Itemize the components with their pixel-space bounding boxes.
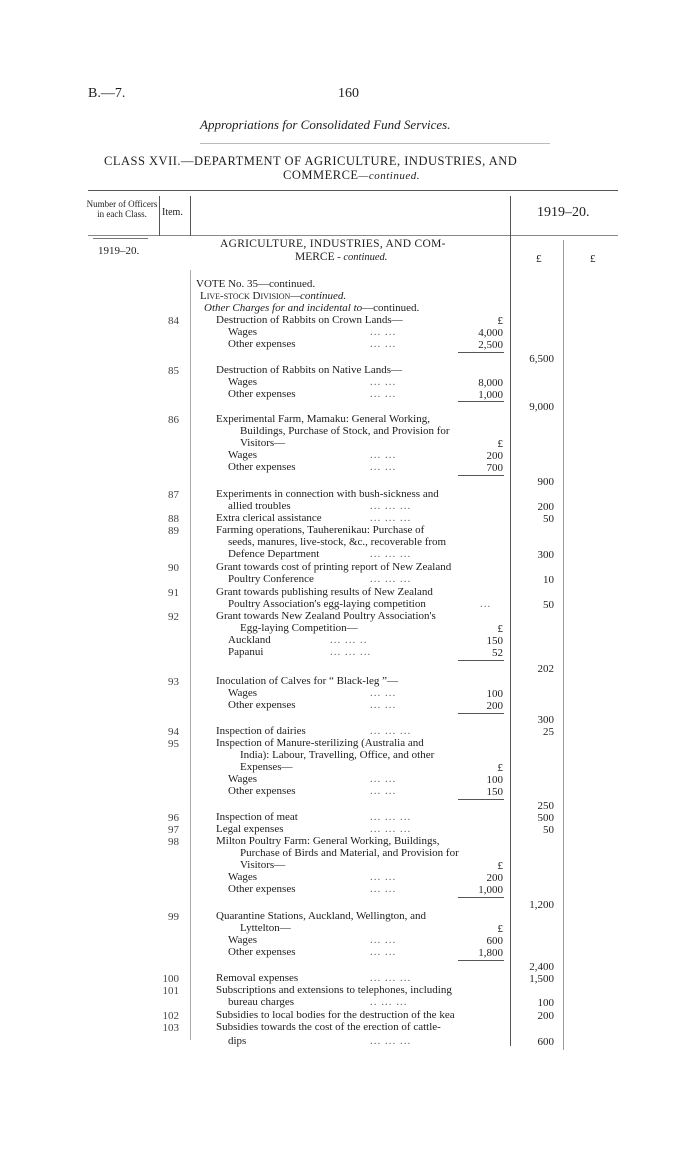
leader-dots: ... ... .. <box>330 634 368 646</box>
item-number: 101 <box>162 985 179 997</box>
item-title: Subsidies towards the cost of the erection of cattle- <box>216 1021 441 1033</box>
leader-dots: .. ... ... <box>370 996 408 1008</box>
item-title: Legal expenses <box>216 823 284 835</box>
leader-dots: ... ... ... <box>370 573 412 585</box>
item-title: Milton Poultry Farm: General Working, Buildings, <box>216 835 440 847</box>
item-title: Grant towards cost of printing report of New Zealand <box>216 561 452 573</box>
subtotal-rule <box>458 799 504 800</box>
vote-line: VOTE No. 35—continued. <box>196 278 316 290</box>
header-rule <box>200 143 550 144</box>
table-top-rule <box>88 190 618 191</box>
other-expenses-label: Other expenses <box>228 388 296 400</box>
leader-dots: ... ... ... <box>370 811 412 823</box>
item-number: 87 <box>168 489 179 501</box>
document-reference: B.—7. <box>88 86 126 101</box>
item-title: Inspection of Manure-sterilizing (Australia and <box>216 737 424 749</box>
item-title-cont: bureau charges <box>228 996 295 1008</box>
item-title: Inspection of dairies <box>216 725 306 737</box>
papanui-label: Papanui <box>228 646 264 658</box>
other-expenses-amount: 700 <box>486 462 503 474</box>
item-total: 1,200 <box>529 899 554 911</box>
pound-sign: £ <box>497 623 503 635</box>
item-number: 90 <box>168 562 179 574</box>
item-title-cont: Visitors— <box>240 437 286 449</box>
leader-dots: ... ... <box>370 785 397 797</box>
item-title-cont: India): Labour, Travelling, Office, and other <box>240 749 435 761</box>
class-title-line1: CLASS XVII.—DEPARTMENT OF AGRICULTURE, INDUSTRIES, AND <box>104 154 518 168</box>
item-number: 97 <box>168 824 179 836</box>
wages-label: Wages <box>228 326 258 338</box>
wages-amount: 4,000 <box>478 327 503 339</box>
subtotal-rule <box>458 897 504 898</box>
leader-dots: ... ... ... <box>370 548 412 560</box>
item-total: 2,400 <box>529 961 554 973</box>
item-number: 84 <box>168 315 179 327</box>
pound-sign: £ <box>497 438 503 450</box>
leader-dots: ... ... ... <box>370 725 412 737</box>
item-amount: 200 <box>537 501 554 513</box>
item-title: Destruction of Rabbits on Native Lands— <box>216 364 403 376</box>
wages-label: Wages <box>228 449 258 461</box>
item-amount: 50 <box>543 513 554 525</box>
leader-dots: ... ... <box>370 946 397 958</box>
item-col-rule <box>190 270 191 1040</box>
item-title: Destruction of Rabbits on Crown Lands— <box>216 314 403 326</box>
leader-dots: ... ... <box>370 871 397 883</box>
item-total: 9,000 <box>529 401 554 413</box>
leader-dots: ... ... <box>370 883 397 895</box>
wages-label: Wages <box>228 773 258 785</box>
item-col-divider <box>190 196 191 236</box>
item-number: 92 <box>168 611 179 623</box>
wages-amount: 200 <box>486 872 503 884</box>
item-amount: 500 <box>537 812 554 824</box>
leader-dots: ... ... <box>370 773 397 785</box>
other-expenses-amount: 1,000 <box>478 389 503 401</box>
pound-sign-col2: £ <box>590 253 596 265</box>
item-amount: 100 <box>537 997 554 1009</box>
leader-dots: ... ... <box>370 687 397 699</box>
amount-col-divider2 <box>563 240 564 1050</box>
auckland-amount: 150 <box>486 635 503 647</box>
item-number: 99 <box>168 911 179 923</box>
item-amount: 300 <box>537 549 554 561</box>
leader-dots: ... ... <box>370 326 397 338</box>
item-total: 6,500 <box>529 353 554 365</box>
leader-dots: ... ... <box>370 449 397 461</box>
subtotal-rule <box>458 475 504 476</box>
wages-amount: 600 <box>486 935 503 947</box>
division-line: Live-stock Division—continued. <box>200 290 347 302</box>
leader-dots: ... ... <box>370 934 397 946</box>
leader-dots: ... ... ... <box>370 972 412 984</box>
section-title-line1: AGRICULTURE, INDUSTRIES, AND COM- <box>220 238 446 250</box>
leader-dots: ... ... <box>370 338 397 350</box>
class-title-line2: COMMERCE—continued. <box>283 168 420 182</box>
item-column-header: Item. <box>162 207 183 218</box>
leader-dots: ... <box>480 598 492 610</box>
item-amount: 10 <box>543 574 554 586</box>
item-total: 250 <box>537 800 554 812</box>
item-title-cont: Expenses— <box>240 761 293 773</box>
item-number: 94 <box>168 726 179 738</box>
leader-dots: ... ... ... <box>370 823 412 835</box>
wages-label: Wages <box>228 871 258 883</box>
leader-dots: ... ... <box>370 388 397 400</box>
item-title: Extra clerical assistance <box>216 512 322 524</box>
item-number: 85 <box>168 365 179 377</box>
item-amount: 50 <box>543 599 554 611</box>
table-head-rule <box>88 235 618 236</box>
item-number: 86 <box>168 414 179 426</box>
item-title: Grant towards publishing results of New Zealand <box>216 586 433 598</box>
officers-column-header: Number of Officers in each Class. <box>86 199 158 219</box>
leader-dots: ... ... <box>370 699 397 711</box>
item-total: 300 <box>537 714 554 726</box>
wages-amount: 200 <box>486 450 503 462</box>
item-number: 95 <box>168 738 179 750</box>
officers-col-divider <box>159 196 160 236</box>
item-title: Experiments in connection with bush-sickness and <box>216 488 439 500</box>
officers-year: 1919–20. <box>98 245 140 257</box>
item-title: Removal expenses <box>216 972 299 984</box>
other-expenses-label: Other expenses <box>228 338 296 350</box>
item-title: Quarantine Stations, Auckland, Wellington, and <box>216 910 427 922</box>
item-amount: 1,500 <box>529 973 554 985</box>
other-expenses-amount: 2,500 <box>478 339 503 351</box>
item-number: 98 <box>168 836 179 848</box>
other-expenses-label: Other expenses <box>228 461 296 473</box>
subtotal-rule <box>458 713 504 714</box>
other-expenses-amount: 150 <box>486 786 503 798</box>
leader-dots: ... ... ... <box>330 646 372 658</box>
item-title: Grant towards New Zealand Poultry Association's <box>216 610 436 622</box>
item-title: Subsidies to local bodies for the destruction of the kea <box>216 1009 455 1021</box>
item-title-cont: Poultry Conference <box>228 573 314 585</box>
subtotal-rule <box>458 401 504 402</box>
item-amount: 25 <box>543 726 554 738</box>
other-expenses-amount: 200 <box>486 700 503 712</box>
leader-dots: ... ... ... <box>370 500 412 512</box>
officers-year-rule <box>93 238 148 239</box>
subtotal-rule <box>458 960 504 961</box>
item-title-cont: Defence Department <box>228 548 320 560</box>
item-number: 88 <box>168 513 179 525</box>
other-expenses-label: Other expenses <box>228 883 296 895</box>
item-number: 93 <box>168 676 179 688</box>
leader-dots: ... ... <box>370 461 397 473</box>
item-number: 91 <box>168 587 179 599</box>
amount-col-divider <box>510 196 511 1046</box>
wages-amount: 8,000 <box>478 377 503 389</box>
year-column-header: 1919–20. <box>537 205 590 220</box>
item-amount: 50 <box>543 824 554 836</box>
other-expenses-label: Other expenses <box>228 699 296 711</box>
pound-sign: £ <box>497 315 503 327</box>
pound-sign: £ <box>497 923 503 935</box>
item-total: 202 <box>537 663 554 675</box>
auckland-label: Auckland <box>228 634 271 646</box>
item-title: Farming operations, Tauherenikau: Purchase of <box>216 524 425 536</box>
pound-sign: £ <box>497 762 503 774</box>
item-number: 102 <box>162 1010 179 1022</box>
subtotal-rule <box>458 352 504 353</box>
papanui-amount: 52 <box>492 647 503 659</box>
leader-dots: ... ... ... <box>370 512 412 524</box>
item-number: 103 <box>162 1022 179 1034</box>
wages-label: Wages <box>228 376 258 388</box>
item-title-cont: Buildings, Purchase of Stock, and Provision for <box>240 425 450 437</box>
item-title-cont: Lyttelton— <box>240 922 291 934</box>
item-title-cont: seeds, manures, live-stock, &c., recoverable from <box>228 536 447 548</box>
item-amount: 600 <box>537 1036 554 1048</box>
item-title-cont: dips <box>228 1035 247 1047</box>
section-title-line2: MERCE - continued. <box>295 251 388 263</box>
item-number: 89 <box>168 525 179 537</box>
wages-amount: 100 <box>486 774 503 786</box>
other-expenses-label: Other expenses <box>228 785 296 797</box>
item-amount: 200 <box>537 1010 554 1022</box>
item-title: Subscriptions and extensions to telephones, including <box>216 984 452 996</box>
pound-sign: £ <box>497 860 503 872</box>
item-title: Inoculation of Calves for “ Black-leg ”— <box>216 675 399 687</box>
item-title-cont: Poultry Association's egg-laying competition <box>228 598 426 610</box>
leader-dots: ... ... <box>370 376 397 388</box>
item-title: Experimental Farm, Mamaku: General Working, <box>216 413 430 425</box>
subtotal-rule <box>458 660 504 661</box>
other-expenses-amount: 1,800 <box>478 947 503 959</box>
page-subtitle: Appropriations for Consolidated Fund Services. <box>200 117 451 132</box>
item-number: 100 <box>162 973 179 985</box>
pound-sign-col1: £ <box>536 253 542 265</box>
other-expenses-label: Other expenses <box>228 946 296 958</box>
item-title-cont: Egg-laying Competition— <box>240 622 358 634</box>
item-title-cont: Purchase of Birds and Material, and Provision for <box>240 847 459 859</box>
item-title-cont: Visitors— <box>240 859 286 871</box>
charges-line: Other Charges for and incidental to—continued. <box>204 302 420 314</box>
leader-dots: ... ... ... <box>370 1035 412 1047</box>
other-expenses-amount: 1,000 <box>478 884 503 896</box>
wages-label: Wages <box>228 687 258 699</box>
item-number: 96 <box>168 812 179 824</box>
page-number: 160 <box>338 86 359 101</box>
item-title: Inspection of meat <box>216 811 298 823</box>
wages-label: Wages <box>228 934 258 946</box>
item-total: 900 <box>537 476 554 488</box>
wages-amount: 100 <box>486 688 503 700</box>
item-title-cont: allied troubles <box>228 500 291 512</box>
